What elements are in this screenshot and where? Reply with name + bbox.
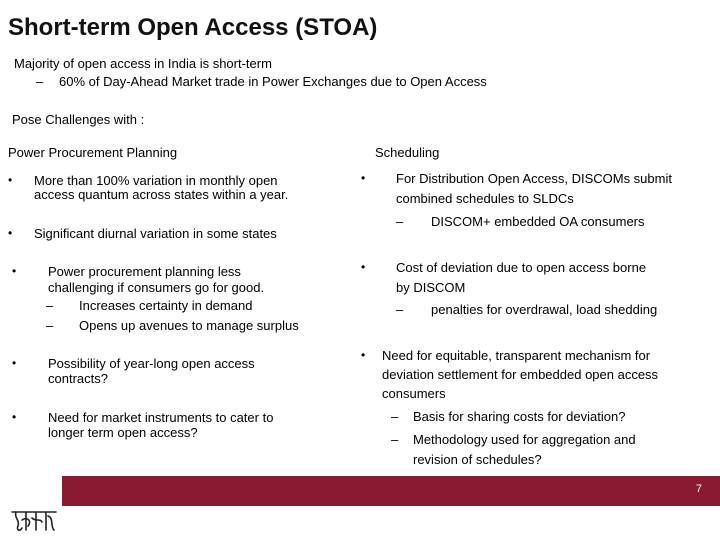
challenges-label: Pose Challenges with : — [12, 112, 145, 127]
bullet-icon: • — [12, 264, 17, 278]
left-b5-line2: longer term open access? — [48, 425, 198, 440]
bullet-icon: • — [361, 260, 366, 274]
left-b3-line1: Power procurement planning less — [48, 264, 241, 279]
right-b2-line2: by DISCOM — [396, 280, 466, 295]
left-b3-sub1: Increases certainty in demand — [79, 298, 253, 313]
dash-icon: – — [46, 298, 54, 313]
left-b3-sub2: Opens up avenues to manage surplus — [79, 318, 299, 333]
right-heading: Scheduling — [375, 145, 440, 160]
right-b3-sub2b: revision of schedules? — [413, 452, 542, 467]
bullet-icon: • — [361, 348, 366, 362]
dash-icon: – — [396, 302, 404, 317]
right-b3-line1: Need for equitable, transparent mechanism for — [382, 348, 651, 363]
bullet-icon: • — [12, 356, 17, 370]
right-b1-line2: combined schedules to SLDCs — [396, 191, 574, 206]
right-b1-sub1: DISCOM+ embedded OA consumers — [431, 214, 645, 229]
left-b4-line2: contracts? — [48, 371, 108, 386]
bullet-icon: • — [361, 171, 366, 185]
left-heading: Power Procurement Planning — [8, 145, 178, 160]
bullet-icon: • — [12, 410, 17, 424]
right-b1-line1: For Distribution Open Access, DISCOMs submit — [396, 171, 672, 186]
dash-icon: – — [391, 432, 399, 447]
right-b2-sub1: penalties for overdrawal, load shedding — [431, 302, 658, 317]
right-b2-line1: Cost of deviation due to open access borne — [396, 260, 647, 275]
dash-icon: – — [391, 409, 399, 424]
slide-title: Short-term Open Access (STOA) — [8, 14, 378, 41]
right-b3-sub2: Methodology used for aggregation and — [413, 432, 636, 447]
page-number: 7 — [695, 483, 702, 495]
right-b3-line2: deviation settlement for embedded open access — [382, 367, 659, 382]
bullet-icon: • — [8, 173, 13, 187]
intro-dash: – — [36, 74, 44, 89]
dash-icon: – — [396, 214, 404, 229]
intro-line-1: Majority of open access in India is short-term — [14, 56, 272, 71]
left-b5-line1: Need for market instruments to cater to — [48, 410, 274, 425]
logo-icon — [10, 504, 58, 534]
left-b1-line1: More than 100% variation in monthly open — [34, 173, 278, 188]
left-b1-line2: access quantum across states within a year. — [34, 187, 289, 202]
footer-bar — [62, 476, 720, 506]
right-b3-sub1: Basis for sharing costs for deviation? — [413, 409, 626, 424]
intro-line-2: 60% of Day-Ahead Market trade in Power Exchanges due to Open Access — [59, 74, 487, 89]
left-b4-line1: Possibility of year-long open access — [48, 356, 255, 371]
bullet-icon: • — [8, 226, 13, 240]
dash-icon: – — [46, 318, 54, 333]
left-b2: Significant diurnal variation in some states — [34, 226, 277, 241]
left-b3-line2: challenging if consumers go for good. — [48, 280, 265, 295]
right-b3-line3: consumers — [382, 386, 446, 401]
